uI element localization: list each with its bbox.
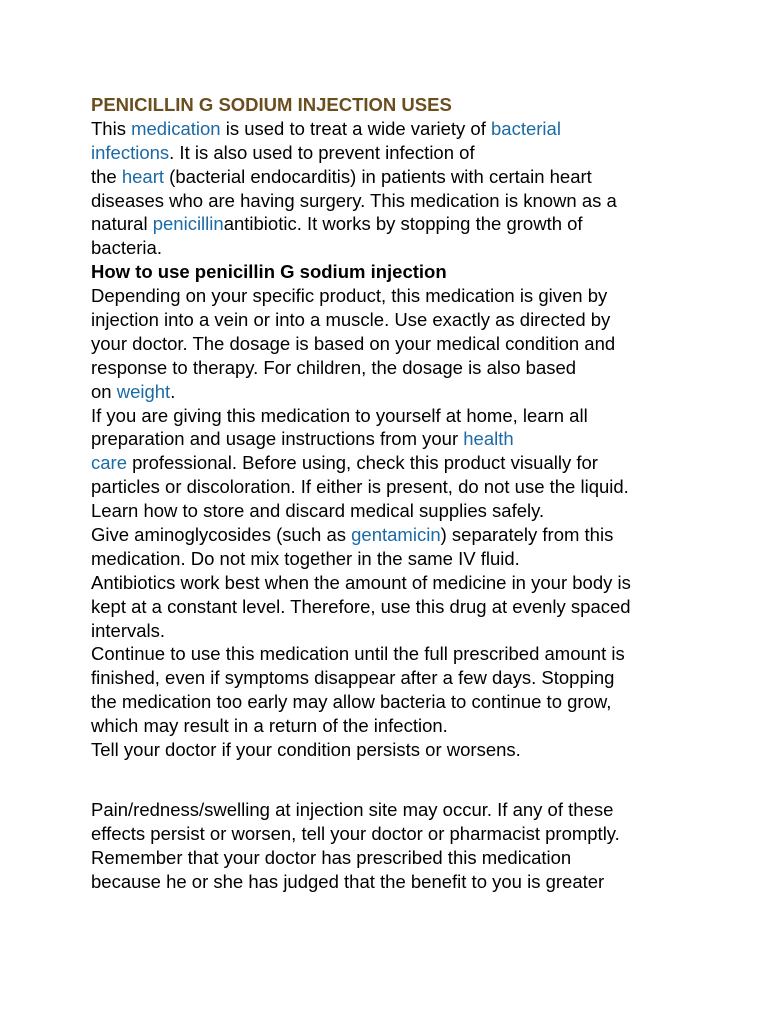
text-line — [91, 714, 731, 738]
link-health[interactable]: health — [463, 428, 514, 450]
body-text: Learn how to store and discard medical supplies safely. — [91, 500, 545, 522]
body-text: the medication too early may allow bacteria to continue to grow, — [91, 691, 612, 713]
body-text: Give aminoglycosides (such as — [91, 524, 352, 546]
section-subheading: How to use penicillin G sodium injection — [91, 261, 447, 283]
body-text: on — [91, 380, 117, 402]
body-text: Antibiotics work best when the amount of medicine in your body is — [91, 571, 631, 593]
text-line — [91, 260, 731, 284]
body-text: . It is also used to prevent infection of — [169, 141, 475, 163]
body-text: Tell your doctor if your condition persists or worsens. — [91, 739, 521, 761]
body-text: finished, even if symptoms disappear after a few days. Stopping — [91, 667, 615, 689]
text-line — [91, 284, 731, 308]
body-text: (bacterial endocarditis) in patients with certain heart — [164, 165, 592, 187]
text-line — [91, 117, 731, 141]
text-line — [91, 798, 731, 822]
text-line — [91, 738, 731, 762]
text-line — [91, 189, 731, 213]
link-heart[interactable]: heart — [121, 165, 165, 187]
text-line — [91, 666, 731, 690]
text-line — [91, 141, 731, 165]
body-text: Depending on your specific product, this medication is given by — [91, 285, 608, 307]
body-text: ) separately from this — [440, 524, 614, 546]
body-text: injection into a vein or into a muscle. Use exactly as directed by — [91, 309, 611, 331]
body-text: diseases who are having surgery. This medication is known as a — [91, 189, 617, 211]
body-text: particles or discoloration. If either is present, do not use the liquid. — [91, 476, 629, 498]
paragraph-gap — [91, 762, 731, 798]
text-line — [91, 404, 731, 428]
text-line — [91, 93, 731, 117]
body-text: antibiotic. It works by stopping the growth of — [223, 213, 583, 235]
text-line — [91, 475, 731, 499]
body-text: because he or she has judged that the benefit to you is greater — [91, 870, 605, 892]
link-medication[interactable]: medication — [131, 117, 221, 139]
body-text: Continue to use this medication until the full prescribed amount is — [91, 643, 625, 665]
body-text: preparation and usage instructions from your — [91, 428, 464, 450]
text-line — [91, 236, 731, 260]
text-line — [91, 380, 731, 404]
text-line — [91, 571, 731, 595]
section-heading: PENICILLIN G SODIUM INJECTION USES — [91, 94, 452, 115]
text-line — [91, 356, 731, 380]
text-line — [91, 308, 731, 332]
body-text: is used to treat a wide variety of — [220, 117, 491, 139]
link-infections[interactable]: infections — [91, 141, 170, 163]
text-line — [91, 451, 731, 475]
text-line — [91, 427, 731, 451]
text-line — [91, 165, 731, 189]
text-line — [91, 870, 731, 894]
body-text: response to therapy. For children, the dosage is also based — [91, 356, 577, 378]
body-text: effects persist or worsen, tell your doctor or pharmacist promptly. — [91, 822, 620, 844]
body-text: If you are giving this medication to yourself at home, learn all — [91, 404, 588, 426]
body-text: kept at a constant level. Therefore, use this drug at evenly spaced — [91, 595, 631, 617]
body-text: bacteria. — [91, 237, 162, 259]
link-gentamicin[interactable]: gentamicin — [351, 524, 441, 546]
text-line — [91, 846, 731, 870]
body-text: This — [91, 117, 132, 139]
text-line — [91, 619, 731, 643]
link-bacterial[interactable]: bacterial — [491, 117, 561, 139]
text-line — [91, 822, 731, 846]
body-text: natural — [91, 213, 153, 235]
body-text: the — [91, 165, 122, 187]
body-text: your doctor. The dosage is based on your medical condition and — [91, 332, 616, 354]
text-line — [91, 499, 731, 523]
link-penicillin[interactable]: penicillin — [152, 213, 224, 235]
body-text: professional. Before using, check this product visually for — [127, 452, 598, 474]
link-care[interactable]: care — [91, 452, 127, 474]
text-line — [91, 212, 731, 236]
text-line — [91, 690, 731, 714]
body-text: which may result in a return of the infection. — [91, 715, 448, 737]
text-line — [91, 595, 731, 619]
text-line — [91, 332, 731, 356]
body-text: . — [170, 380, 176, 402]
text-line — [91, 523, 731, 547]
text-line — [91, 547, 731, 571]
body-text: intervals. — [91, 619, 166, 641]
link-weight[interactable]: weight — [116, 380, 171, 402]
document-body — [91, 93, 731, 894]
body-text: Pain/redness/swelling at injection site may occur. If any of these — [91, 798, 614, 820]
text-line — [91, 642, 731, 666]
body-text: medication. Do not mix together in the same IV fluid. — [91, 547, 520, 569]
body-text: Remember that your doctor has prescribed this medication — [91, 846, 572, 868]
